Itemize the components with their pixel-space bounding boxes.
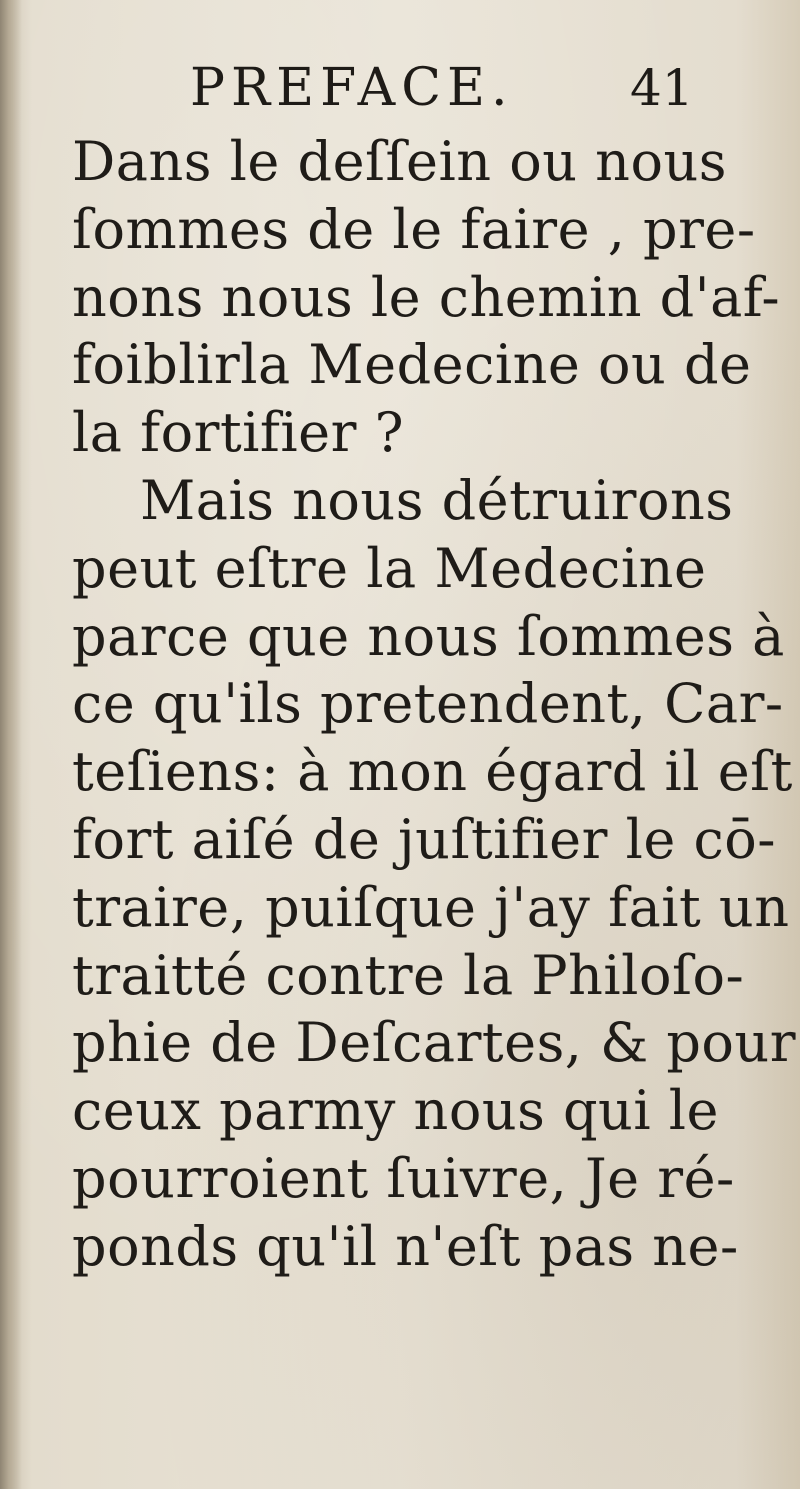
- text-line-5: la fortifier ?: [72, 401, 405, 465]
- text-line-7: peut eſtre la Medecine: [72, 536, 707, 600]
- text-line-6: Mais nous détruirons: [140, 468, 734, 532]
- text-line-2: ſommes de le faire , pre-: [72, 197, 756, 261]
- page-number: 41: [630, 59, 694, 117]
- text-line-3: nons nous le chemin d'af-: [72, 265, 781, 329]
- text-line-11: fort aiſé de juſtifier le cō-: [72, 807, 777, 871]
- text-line-10: teſiens: à mon égard il eſt: [72, 740, 793, 804]
- text-line-14: phie de Deſcartes, & pour: [72, 1011, 797, 1075]
- body-text: [72, 128, 797, 1281]
- text-line-13: traitté contre la Philoſo-: [72, 943, 745, 1007]
- page-gutter-shadow: [0, 0, 22, 1489]
- text-line-17: ponds qu'il n'eſt pas ne-: [72, 1214, 739, 1278]
- text-line-9: ce qu'ils pretendent, Car-: [72, 672, 784, 736]
- text-line-4: foiblirla Medecine ou de: [72, 333, 752, 397]
- text-line-15: ceux parmy nous qui le: [72, 1079, 720, 1143]
- text-line-12: traire, puiſque j'ay fait un: [72, 875, 790, 939]
- running-title: PREFACE.: [190, 58, 514, 118]
- text-line-1: Dans le deſſein ou nous: [72, 130, 727, 193]
- page-header: [0, 48, 800, 128]
- text-line-8: parce que nous ſommes à: [72, 604, 785, 668]
- text-line-16: pourroient ſuivre, Je ré-: [72, 1146, 735, 1210]
